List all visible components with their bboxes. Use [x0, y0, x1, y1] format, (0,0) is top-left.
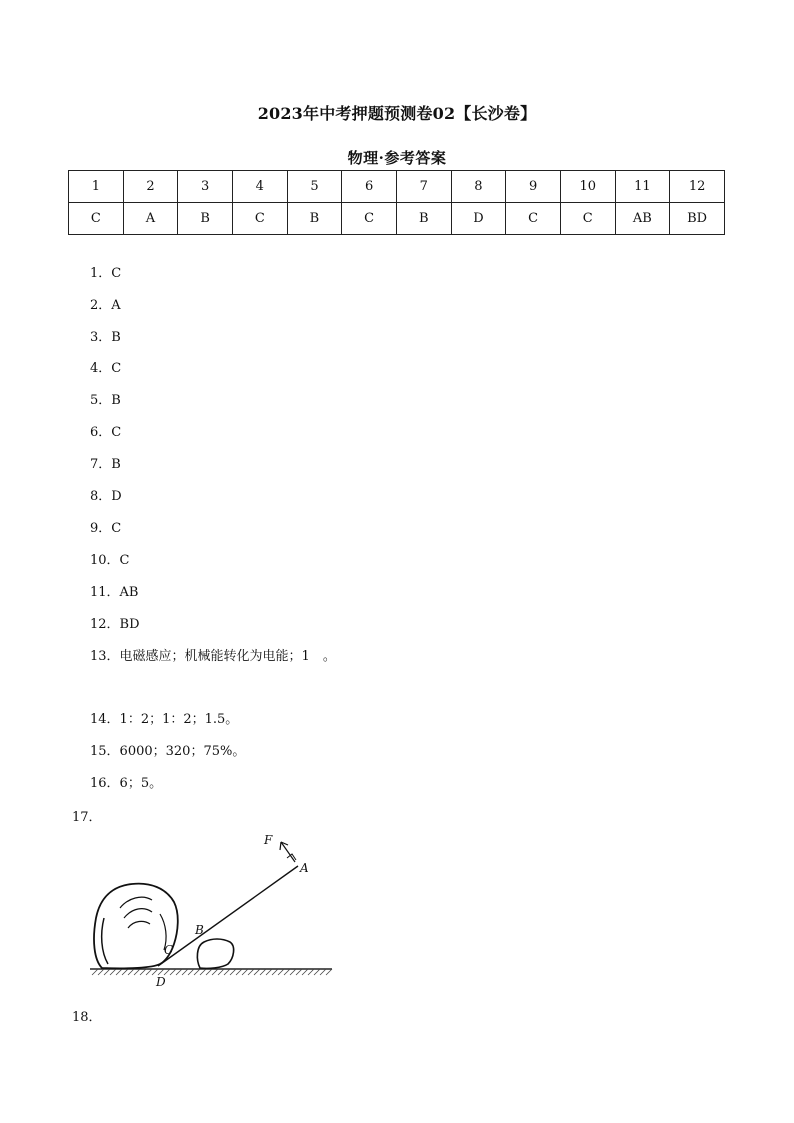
- table-cell-number: 10: [560, 171, 615, 203]
- label-D: D: [156, 975, 166, 989]
- label-A: A: [300, 861, 309, 875]
- document-subtitle: 物理·参考答案: [347, 149, 447, 167]
- answer-item: 2．A: [90, 298, 121, 313]
- answer-item: 9．C: [90, 521, 122, 536]
- label-F: F: [264, 833, 273, 847]
- answer-item: 3．B: [90, 330, 121, 345]
- table-cell-number: 12: [670, 171, 725, 203]
- table-cell-number: 9: [506, 171, 561, 203]
- table-cell-answer: A: [123, 203, 178, 235]
- table-cell-answer: B: [396, 203, 451, 235]
- answer-table: [68, 170, 725, 235]
- table-cell-answer: C: [232, 203, 287, 235]
- table-cell-answer: B: [287, 203, 342, 235]
- table-cell-number: 7: [396, 171, 451, 203]
- answer-table-answers-row: [69, 203, 725, 235]
- table-cell-number: 11: [615, 171, 670, 203]
- question-18-number: 18．: [72, 1010, 102, 1025]
- answer-item: 8．D: [90, 489, 122, 504]
- answer-item: 5．B: [90, 393, 121, 408]
- table-cell-number: 5: [287, 171, 342, 203]
- table-cell-answer: C: [69, 203, 124, 235]
- table-cell-answer: B: [178, 203, 233, 235]
- table-cell-number: 8: [451, 171, 506, 203]
- table-cell-answer: C: [506, 203, 561, 235]
- answer-item: 7．B: [90, 457, 121, 472]
- ground-hatching: [92, 969, 332, 975]
- table-cell-answer: D: [451, 203, 506, 235]
- answer-table-numbers-row: [69, 171, 725, 203]
- table-cell-number: 1: [69, 171, 124, 203]
- small-rock-shape: [197, 939, 233, 968]
- answer-item: 10．C: [90, 553, 130, 568]
- answer-item: 1．C: [90, 266, 122, 281]
- answer-item: 14．1：2；1：2；1.5。: [90, 712, 239, 727]
- table-cell-number: 6: [342, 171, 397, 203]
- table-cell-answer: C: [560, 203, 615, 235]
- answer-item: 12．BD: [90, 617, 140, 632]
- table-cell-answer: AB: [615, 203, 670, 235]
- table-cell-answer: BD: [670, 203, 725, 235]
- answer-item: 13．电磁感应；机械能转化为电能；1 。: [90, 649, 336, 664]
- answer-item: 15．6000；320；75%。: [90, 744, 246, 759]
- lever-rock-figure: [88, 828, 338, 993]
- label-B: B: [195, 923, 204, 937]
- answer-item: 4．C: [90, 361, 122, 376]
- answer-item: 16．6；5。: [90, 776, 163, 791]
- answer-item: 11．AB: [90, 585, 139, 600]
- question-17-number: 17．: [72, 810, 102, 825]
- label-C: C: [164, 943, 174, 957]
- document-title: 2023年中考押题预测卷02【长沙卷】: [257, 104, 537, 123]
- table-cell-number: 3: [178, 171, 233, 203]
- table-cell-number: 4: [232, 171, 287, 203]
- answer-item: 6．C: [90, 425, 122, 440]
- table-cell-number: 2: [123, 171, 178, 203]
- table-cell-answer: C: [342, 203, 397, 235]
